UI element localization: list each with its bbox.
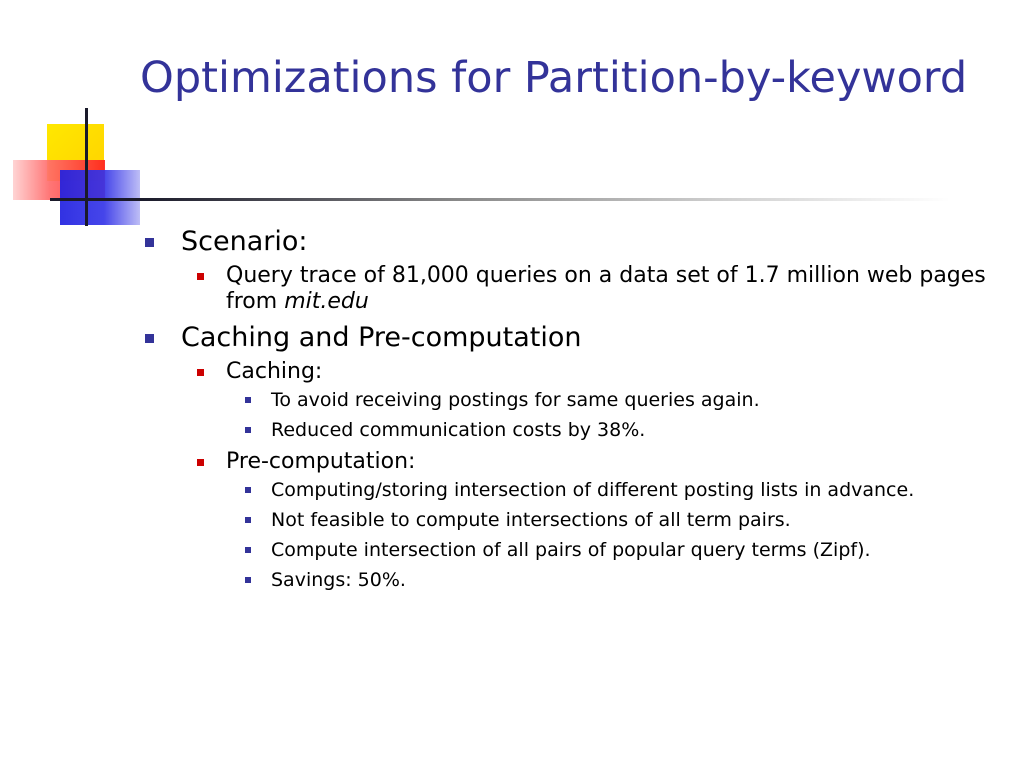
slide-content: [140, 225, 1000, 599]
square-bullet-icon: [197, 459, 204, 466]
bullet-text: Query trace of 81,000 queries on a data set of 1.7 million web pages from: [226, 263, 986, 314]
bullet-list: [140, 225, 1000, 592]
bullet-precomputation: [140, 449, 1000, 592]
bullet-scenario: [140, 225, 1000, 315]
italic-domain: mit.edu: [284, 289, 369, 314]
bullet-label: Scenario:: [181, 226, 308, 257]
square-bullet-icon: [245, 577, 251, 583]
bullet-text: Compute intersection of all pairs of popular query terms (Zipf).: [271, 539, 871, 561]
square-bullet-icon: [245, 517, 251, 523]
square-bullet-icon: [245, 427, 251, 433]
bullet-precomputation-item: [140, 509, 1000, 532]
square-bullet-icon: [197, 273, 204, 280]
slide-title: Optimizations for Partition-by-keyword: [140, 53, 968, 103]
bullet-precomputation-item: [140, 479, 1000, 502]
bullet-query-trace: [140, 263, 1000, 315]
square-bullet-icon: [245, 487, 251, 493]
bullet-label: Caching:: [226, 359, 323, 384]
bullet-caching-item: [140, 419, 1000, 442]
decorative-logo: [0, 0, 220, 240]
bullet-caching-precomputation: [140, 321, 1000, 592]
square-bullet-icon: [245, 547, 251, 553]
vertical-divider: [85, 108, 88, 226]
square-bullet-icon: [245, 397, 251, 403]
square-bullet-icon: [145, 334, 154, 343]
title-underline: [50, 198, 950, 201]
bullet-label: Pre-computation:: [226, 449, 416, 474]
bullet-text: Not feasible to compute intersections of all term pairs.: [271, 509, 791, 531]
bullet-text: To avoid receiving postings for same queries again.: [271, 389, 760, 411]
square-bullet-icon: [197, 369, 204, 376]
bullet-caching-item: [140, 389, 1000, 412]
bullet-precomputation-item: [140, 569, 1000, 592]
bullet-precomputation-item: [140, 539, 1000, 562]
bullet-text: Savings: 50%.: [271, 569, 406, 591]
bullet-caching: [140, 359, 1000, 442]
square-bullet-icon: [145, 238, 154, 247]
bullet-text: Reduced communication costs by 38%.: [271, 419, 646, 441]
bullet-label: Caching and Pre-computation: [181, 322, 582, 353]
bullet-text: Computing/storing intersection of different posting lists in advance.: [271, 479, 915, 501]
